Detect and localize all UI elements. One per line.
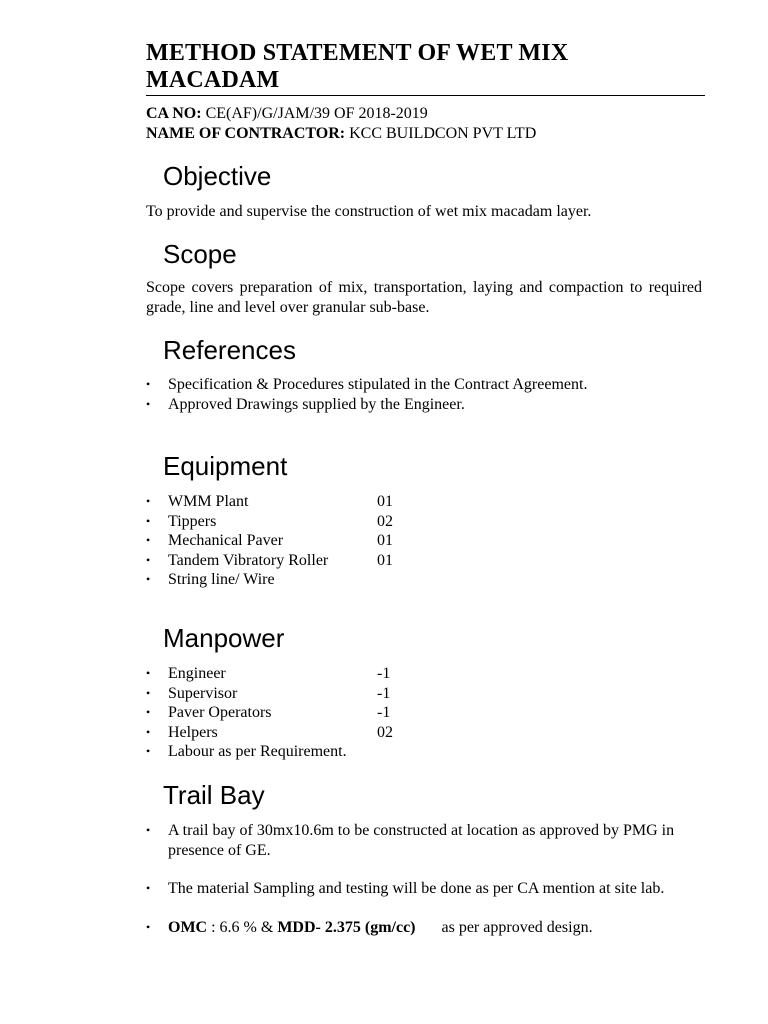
manpower-list bbox=[146, 664, 706, 762]
bullet-icon: • bbox=[146, 377, 151, 391]
bullet-icon: • bbox=[146, 919, 151, 934]
manpower-count: -1 bbox=[377, 684, 391, 702]
scope-heading: Scope bbox=[163, 239, 237, 269]
ca-number-label: CA NO: bbox=[146, 105, 202, 122]
list-item bbox=[146, 879, 686, 899]
bullet-icon: • bbox=[146, 396, 151, 411]
manpower-role: Labour as per Requirement. bbox=[168, 743, 347, 760]
bullet-icon: • bbox=[146, 666, 151, 680]
equipment-quantity: 01 bbox=[377, 551, 393, 569]
list-item bbox=[146, 703, 706, 723]
bullet-icon: • bbox=[146, 705, 151, 719]
manpower-count: -1 bbox=[377, 665, 391, 682]
ca-number-value: CE(AF)/G/JAM/39 OF 2018-2019 bbox=[201, 105, 428, 122]
equipment-name: Mechanical Paver bbox=[168, 532, 284, 549]
bullet-icon: • bbox=[146, 572, 151, 586]
bullet-icon: • bbox=[146, 881, 151, 895]
list-item bbox=[146, 395, 706, 415]
list-item bbox=[146, 375, 706, 395]
mdd-label: MDD- 2.375 (gm/cc) bbox=[277, 918, 416, 936]
objective-text: To provide and supervise the construction of wet mix macadam layer. bbox=[146, 203, 592, 220]
list-item bbox=[146, 684, 706, 704]
omc-label: OMC bbox=[168, 918, 208, 936]
equipment-name: Tandem Vibratory Roller bbox=[168, 551, 329, 569]
references-list bbox=[146, 375, 706, 414]
list-item bbox=[146, 492, 706, 512]
equipment-quantity: 01 bbox=[377, 493, 393, 510]
list-item bbox=[146, 723, 706, 743]
bullet-icon: • bbox=[146, 513, 151, 528]
sampling-testing-text: The material Sampling and testing will be done as per CA mention at site lab. bbox=[168, 880, 665, 897]
equipment-name: String line/ Wire bbox=[168, 571, 275, 588]
contractor-line bbox=[146, 124, 536, 143]
manpower-role: Helpers bbox=[168, 723, 218, 741]
manpower-role: Supervisor bbox=[168, 684, 238, 702]
equipment-quantity: 02 bbox=[377, 512, 393, 530]
equipment-name: WMM Plant bbox=[168, 493, 249, 510]
trail-bay-size-text: A trail bay of 30mx10.6m to be constructed at location as approved by PMG in presence of GE. bbox=[168, 822, 675, 859]
ca-number-line bbox=[146, 104, 428, 123]
list-item bbox=[146, 821, 686, 860]
bullet-icon: • bbox=[146, 823, 151, 837]
approved-design-text: as per approved design. bbox=[441, 918, 593, 936]
manpower-role: Engineer bbox=[168, 665, 226, 682]
bullet-icon: • bbox=[146, 494, 151, 508]
manpower-heading: Manpower bbox=[163, 623, 285, 653]
reference-text: Specification & Procedures stipulated in the Contract Agreement. bbox=[168, 376, 588, 393]
manpower-count: 02 bbox=[377, 723, 393, 741]
bullet-icon: • bbox=[146, 685, 151, 700]
bullet-icon: • bbox=[146, 744, 151, 758]
scope-text: Scope covers preparation of mix, transportation, laying and compaction to required grade, line and level over granular sub-base. bbox=[146, 279, 702, 316]
trail-bay-heading: Trail Bay bbox=[163, 780, 265, 810]
reference-text: Approved Drawings supplied by the Engineer. bbox=[168, 395, 465, 413]
bullet-icon: • bbox=[146, 533, 151, 547]
objective-heading: Objective bbox=[163, 161, 272, 191]
omc-value: : 6.6 % & bbox=[207, 918, 278, 936]
list-item bbox=[146, 531, 706, 551]
trail-bay-list bbox=[146, 821, 686, 937]
equipment-quantity: 01 bbox=[377, 532, 393, 549]
equipment-heading: Equipment bbox=[163, 451, 288, 481]
list-item bbox=[146, 551, 706, 571]
contractor-value: KCC BUILDCON PVT LTD bbox=[345, 125, 537, 142]
list-item bbox=[146, 570, 706, 590]
title-underline bbox=[146, 95, 705, 96]
manpower-role: Paver Operators bbox=[168, 704, 272, 721]
bullet-icon: • bbox=[146, 552, 151, 567]
list-item bbox=[146, 664, 706, 684]
equipment-name: Tippers bbox=[168, 512, 217, 530]
list-item bbox=[146, 918, 686, 938]
equipment-list bbox=[146, 492, 706, 590]
list-item bbox=[146, 742, 706, 762]
list-item bbox=[146, 512, 706, 532]
manpower-count: -1 bbox=[377, 704, 391, 721]
contractor-label: NAME OF CONTRACTOR: bbox=[146, 125, 346, 142]
document-title: METHOD STATEMENT OF WET MIX MACADAM bbox=[146, 40, 569, 93]
bullet-icon: • bbox=[146, 724, 151, 739]
references-heading: References bbox=[163, 335, 296, 365]
